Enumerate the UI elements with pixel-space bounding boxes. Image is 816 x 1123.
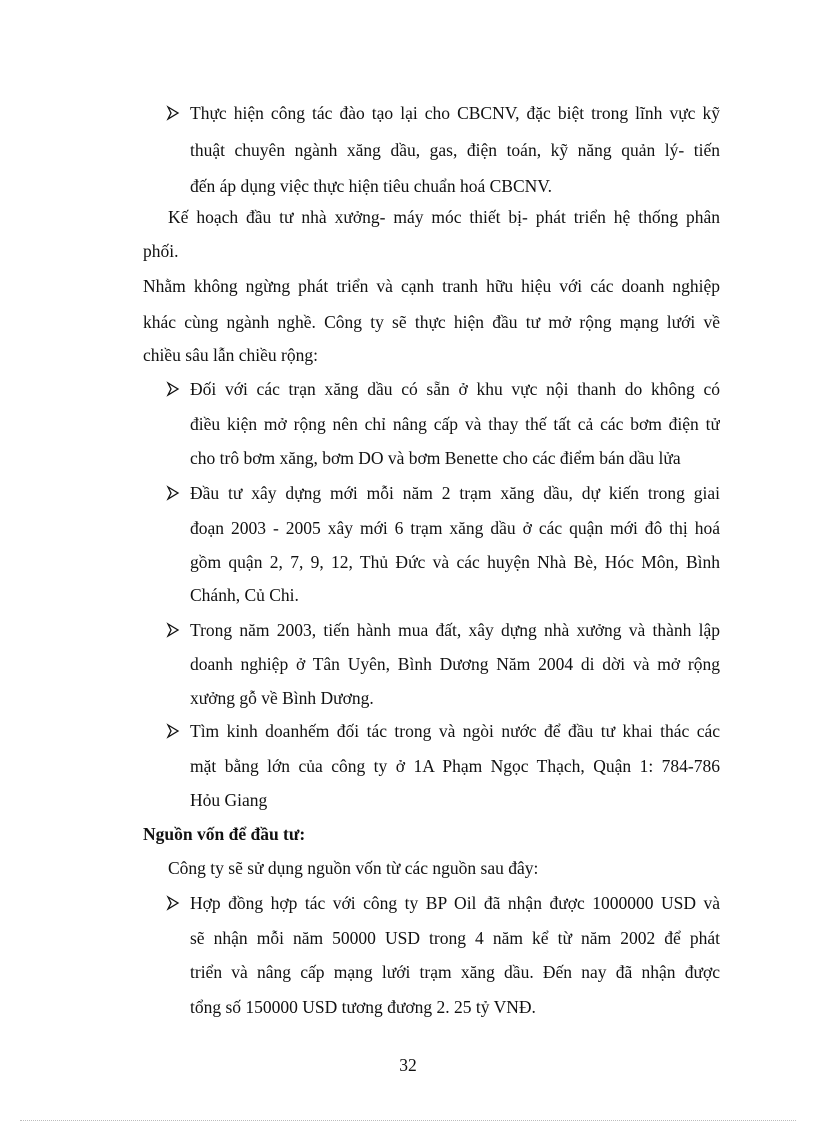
- text-line: phối.: [143, 241, 179, 261]
- text-line: chiều sâu lẫn chiều rộng:: [143, 345, 318, 365]
- text-line: xưởng gỗ về Bình Dương.: [190, 688, 374, 708]
- text-line: đến áp dụng việc thực hiện tiêu chuẩn hoá CBCNV.: [190, 176, 553, 196]
- arrow-bullet-icon: [166, 482, 180, 504]
- text-line: gồm quận 2, 7, 9, 12, Thủ Đức và các huyện Nhà Bè, Hóc Môn, Bình: [190, 552, 720, 572]
- text-line: Thực hiện công tác đào tạo lại cho CBCNV, đặc biệt trong lĩnh vực kỹ: [190, 103, 720, 123]
- text-line: triển và nâng cấp mạng lưới trạm xăng dầu. Đến nay đã nhận được: [190, 962, 720, 982]
- text-line: sẽ nhận mỗi năm 50000 USD trong 4 năm kể từ năm 2002 để phát: [190, 928, 720, 948]
- text-line: tổng số 150000 USD tương đương 2. 25 tỷ VNĐ.: [190, 997, 536, 1017]
- arrow-bullet-icon: [166, 619, 180, 641]
- text-line: Hỏu Giang: [190, 790, 268, 810]
- text-line: Đầu tư xây dựng mới mỗi năm 2 trạm xăng dầu, dự kiến trong giai: [190, 483, 720, 503]
- text-line: Nhằm không ngừng phát triển và cạnh tranh hữu hiệu với các doanh nghiệp: [143, 276, 720, 296]
- page-number: 32: [399, 1055, 417, 1075]
- text-line: mặt bằng lớn của công ty ở 1A Phạm Ngọc Thạch, Quận 1: 784-786: [190, 756, 720, 776]
- footer-divider: [20, 1120, 796, 1121]
- text-line: Kế hoạch đầu tư nhà xưởng- máy móc thiết bị- phát triển hệ thống phân: [168, 207, 720, 227]
- arrow-bullet-icon: [166, 892, 180, 914]
- text-line: thuật chuyên ngành xăng dầu, gas, điện toán, kỹ năng quản lý- tiến: [190, 140, 720, 160]
- text-line: điều kiện mở rộng nên chỉ nâng cấp và thay thế tất cả các bơm điện tử: [190, 414, 720, 434]
- text-line: Chánh, Củ Chi.: [190, 585, 299, 605]
- section-heading: Nguồn vốn để đầu tư:: [143, 824, 306, 844]
- text-line: Tìm kinh doanhếm đối tác trong và ngòi nước để đầu tư khai thác các: [190, 721, 720, 741]
- text-line: đoạn 2003 - 2005 xây mới 6 trạm xăng dầu ở các quận mới đô thị hoá: [190, 518, 720, 538]
- text-line: khác cùng ngành nghề. Công ty sẽ thực hiện đầu tư mở rộng mạng lưới về: [143, 312, 720, 332]
- arrow-bullet-icon: [166, 102, 180, 124]
- text-line: doanh nghiệp ở Tân Uyên, Bình Dương Năm 2004 di dời và mở rộng: [190, 654, 720, 674]
- text-line: Đối với các trạn xăng dầu có sẵn ở khu vực nội thanh do không có: [190, 379, 720, 399]
- text-line: Công ty sẽ sử dụng nguồn vốn từ các nguồn sau đây:: [168, 858, 539, 878]
- text-line: Hợp đồng hợp tác với công ty BP Oil đã nhận được 1000000 USD và: [190, 893, 720, 913]
- arrow-bullet-icon: [166, 720, 180, 742]
- text-line: Trong năm 2003, tiến hành mua đất, xây dựng nhà xưởng và thành lập: [190, 620, 720, 640]
- text-line: cho trô bơm xăng, bơm DO và bơm Benette cho các điểm bán dầu lửa: [190, 448, 681, 468]
- arrow-bullet-icon: [166, 378, 180, 400]
